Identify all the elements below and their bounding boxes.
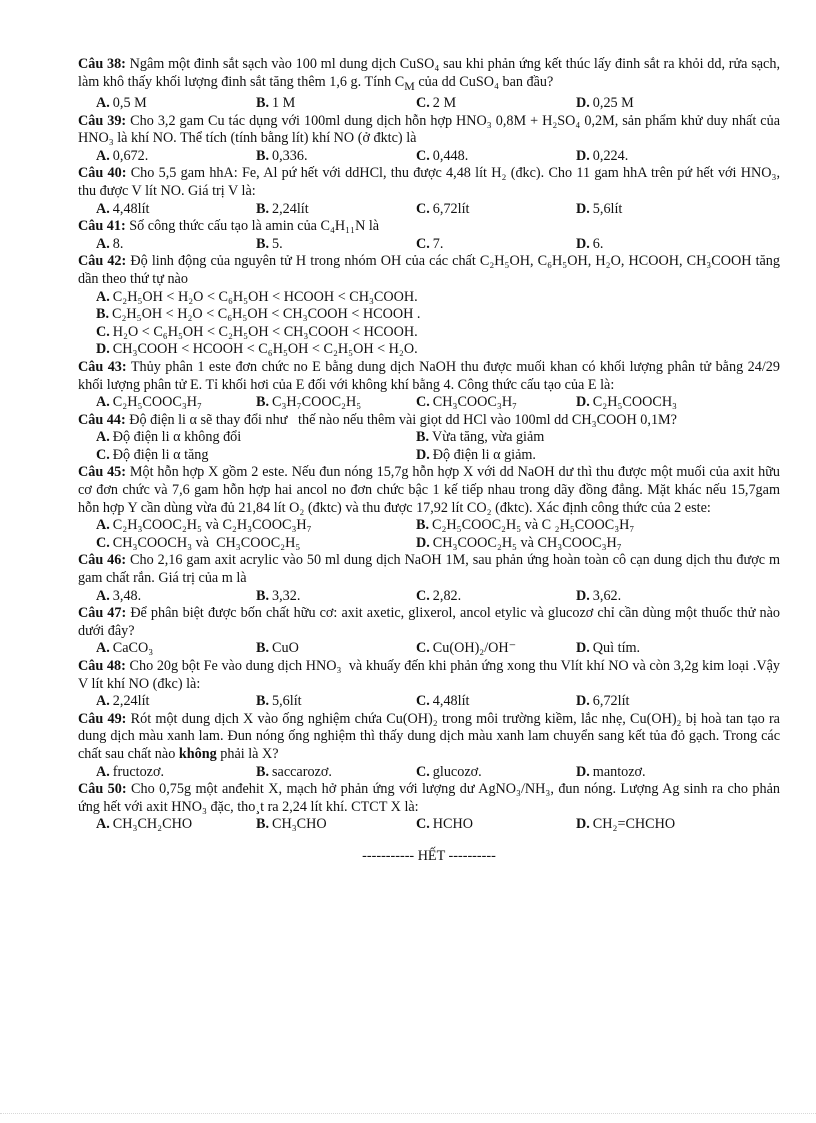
option-text: CH₃CH₂CHO — [112, 816, 193, 833]
answer-option-b — [416, 429, 756, 447]
answer-option-a — [96, 289, 780, 307]
end-marker: ----------- HẾT ---------- — [362, 847, 496, 864]
option-letter: A. — [96, 640, 110, 657]
option-text: fructozơ. — [112, 763, 165, 780]
option-letter: C. — [416, 693, 430, 710]
option-text: 5,6lít — [592, 200, 623, 217]
answer-option-c — [416, 588, 576, 606]
option-letter: D. — [576, 235, 590, 252]
option-letter: C. — [416, 763, 430, 780]
answer-option-b — [256, 640, 416, 658]
option-letter: B. — [416, 429, 430, 446]
option-letter: B. — [256, 763, 270, 780]
option-text: 6,72lít — [432, 200, 470, 217]
option-letter: C. — [416, 95, 430, 112]
question-text — [78, 711, 780, 764]
answer-options — [78, 429, 780, 464]
answer-options — [78, 148, 780, 166]
answer-option-b — [256, 588, 416, 606]
option-text: 0,672. — [112, 147, 149, 164]
answer-option-d — [576, 148, 736, 166]
option-letter: B. — [256, 587, 270, 604]
answer-options — [78, 289, 780, 359]
question-body: Cho 3,2 gam Cu tác dụng với 100ml dung dịch hỗn hợp HNO₃ 0,8M + H₂SO₄ 0,2M, sản phẩm khử duy nhất của HNO₃ là khí NO. Thể tích (tính bằng lít) khí NO (ở đktc) là — [78, 112, 780, 147]
question-49 — [78, 711, 780, 781]
question-body: Cho 5,5 gam hhA: Fe, Al pứ hết với ddHCl, thu được 4,48 lít H₂ (đkc). Cho 11 gam hhA trên pứ hết với HNO₃, thu được V lít NO. Giá trị V là: — [78, 165, 780, 199]
question-46 — [78, 552, 780, 605]
answer-option-c — [416, 764, 576, 782]
answer-option-b — [96, 306, 780, 324]
answer-option-b — [256, 764, 416, 782]
option-text: 0,5 M — [112, 95, 147, 112]
option-letter: D. — [576, 816, 590, 833]
option-text: C₂H₅OH < H₂O < C₆H₅OH < CH₃COOH < HCOOH . — [112, 306, 421, 323]
option-letter: D. — [576, 200, 590, 217]
question-text — [78, 412, 780, 430]
option-text: CH₃COOC₃H₇ — [432, 394, 518, 411]
option-letter: C. — [416, 235, 430, 252]
answer-option-b — [416, 517, 756, 535]
answer-option-c — [416, 816, 576, 834]
option-letter: C. — [416, 200, 430, 217]
option-text: 2,24lít — [112, 693, 150, 710]
answer-option-c — [416, 95, 576, 113]
question-number: Câu 44: — [78, 411, 126, 428]
option-text: glucozơ. — [432, 763, 482, 780]
option-text: saccarozơ. — [272, 763, 332, 780]
question-text — [78, 56, 780, 95]
answer-option-a — [96, 394, 256, 412]
option-text: 2,24lít — [272, 200, 309, 217]
question-body: Độ điện li α sẽ thay đổi như thế nào nếu thêm vài giọt dd HCl vào 100ml dd CH₃COOH 0,1M? — [125, 411, 677, 428]
option-text: C₂H₅OH < H₂O < C₆H₅OH < HCOOH < CH₃COOH. — [112, 288, 418, 305]
question-41 — [78, 218, 780, 253]
answer-option-c — [416, 236, 576, 254]
option-text: H₂O < C₆H₅OH < C₂H₅OH < CH₃COOH < HCOOH. — [112, 323, 418, 340]
option-letter: D. — [416, 534, 430, 551]
option-text: 4,48lít — [432, 693, 470, 710]
option-text: 1 M — [272, 95, 296, 112]
option-letter: B. — [416, 517, 430, 534]
answer-option-a — [96, 816, 256, 834]
answer-option-c — [416, 640, 576, 658]
question-text — [78, 464, 780, 517]
option-letter: D. — [576, 95, 590, 112]
question-text — [78, 605, 780, 640]
question-38 — [78, 56, 780, 113]
question-number: Câu 46: — [78, 552, 127, 569]
option-text: C₂H₅COOC₃H₇ — [112, 394, 202, 411]
question-50 — [78, 781, 780, 834]
answer-option-d — [576, 201, 736, 219]
option-letter: B. — [256, 394, 270, 411]
option-letter: D. — [576, 587, 590, 604]
question-body: Một hỗn hợp X gồm 2 este. Nếu đun nóng 15,7g hỗn hợp X với dd NaOH dư thì thu được một muối của axit hữu cơ đơn chức và 7,6 gam hỗn hợp hai ancol no đơn chức bậc 1 kế tiếp nhau trong dãy đồng đẳng. Mặt khác nếu 15,7gam hỗn hợp Y cần dùng vừa đủ 21,84 lít O₂ (đktc) và thu được 17,92 lít CO₂ (đktc). Xác định công thức của 2 este: — [78, 464, 780, 516]
option-letter: D. — [96, 341, 110, 358]
question-number: Câu 40: — [78, 165, 127, 182]
option-letter: A. — [96, 517, 110, 534]
option-text: Vừa tăng, vừa giảm — [432, 429, 545, 446]
option-text: C₃H₇COOC₂H₅ — [272, 394, 362, 411]
option-text: 2,82. — [432, 587, 462, 604]
option-text: CH₃COOCH₃ và CH₃COOC₂H₅ — [112, 534, 301, 551]
question-number: Câu 38: — [78, 56, 126, 72]
answer-option-b — [256, 201, 416, 219]
option-text: CH₃CHO — [272, 816, 327, 833]
option-letter: C. — [416, 816, 430, 833]
option-letter: B. — [256, 640, 270, 657]
question-text — [78, 781, 780, 816]
answer-option-a — [96, 95, 256, 113]
question-number: Câu 47: — [78, 605, 127, 622]
option-letter: D. — [416, 446, 430, 463]
answer-options — [78, 236, 780, 254]
question-body: Để phân biệt được bốn chất hữu cơ: axit axetic, glixerol, ancol etylic và glucozơ chỉ cần dùng một thuốc thử nào dưới đây? — [78, 605, 780, 639]
option-letter: D. — [576, 640, 590, 657]
question-text — [78, 253, 780, 288]
question-body: Ngâm một đinh sắt sạch vào 100 ml dung dịch CuSO₄ sau khi phản ứng kết thúc lấy đinh sắt ra khỏi dd, rửa sạch, làm khô thấy khối lượng đinh sắt tăng thêm 1,6 g. Tính $C_M$ của dd CuSO₄ ban đầu? — [78, 56, 780, 93]
option-letter: C. — [416, 147, 430, 164]
question-body: Số công thức cấu tạo là amin của C₄H₁₁N là — [125, 218, 380, 235]
answer-option-a — [96, 201, 256, 219]
option-text: 6,72lít — [592, 693, 630, 710]
answer-option-d — [416, 535, 756, 553]
option-letter: B. — [96, 306, 110, 323]
answer-options — [78, 816, 780, 834]
option-letter: C. — [416, 640, 430, 657]
answer-options — [78, 394, 780, 412]
answer-option-d — [576, 394, 736, 412]
option-text: 0,25 M — [592, 95, 634, 112]
question-39 — [78, 113, 780, 166]
question-text — [78, 552, 780, 587]
option-letter: A. — [96, 147, 110, 164]
answer-option-b — [256, 394, 416, 412]
option-letter: C. — [416, 394, 430, 411]
answer-options — [78, 640, 780, 658]
answer-option-a — [96, 693, 256, 711]
option-text: 0,336. — [272, 147, 308, 164]
question-body: Độ linh động của nguyên tử H trong nhóm OH của các chất C₂H₅OH, C₆H₅OH, H₂O, HCOOH, CH₃COOH tăng dần theo thứ tự nào — [78, 253, 780, 287]
option-letter: A. — [96, 587, 110, 604]
option-letter: C. — [96, 446, 110, 463]
option-text: 6. — [592, 235, 604, 252]
question-body: Cho 0,75g một anđehit X, mạch hở phản ứng với lượng dư AgNO₃/NH₃, đun nóng. Lượng Ag sinh ra cho phản ứng hết với axit HNO₃ đặc, tho¸t ra 2,24 lít khí. CTCT X là: — [78, 781, 780, 815]
option-letter: D. — [576, 693, 590, 710]
option-letter: A. — [96, 816, 110, 833]
option-text: C₂H₅COOC₂H₅ và C ₂H₅COOC₃H₇ — [432, 517, 635, 534]
option-text: Cu(OH)₂/OH⁻ — [432, 640, 517, 657]
question-40 — [78, 165, 780, 218]
answer-option-a — [96, 517, 416, 535]
answer-option-d — [576, 588, 736, 606]
answer-option-a — [96, 588, 256, 606]
option-text: CuO — [272, 640, 299, 657]
answer-option-a — [96, 236, 256, 254]
answer-option-c — [96, 535, 416, 553]
question-text — [78, 359, 780, 394]
option-text: C₂H₅COOCH₃ — [592, 394, 678, 411]
answer-option-d — [576, 95, 736, 113]
option-letter: A. — [96, 288, 110, 305]
answer-options — [78, 95, 780, 113]
option-letter: A. — [96, 95, 110, 112]
question-number: Câu 42: — [78, 253, 127, 270]
answer-option-b — [256, 95, 416, 113]
option-text: Độ điện li α giảm. — [432, 446, 536, 463]
question-text — [78, 165, 780, 200]
answer-option-d — [576, 764, 736, 782]
question-body: Rót một dung dịch X vào ống nghiệm chứa Cu(OH)₂ trong môi trường kiềm, lắc nhẹ, Cu(OH)₂ bị hoà tan tạo ra dung dịch màu xanh lam. Đun nóng ống nghiệm thì thấy dung dịch màu xanh lam chuyển sang kết tủa đỏ gạch. Trong các chất sau chất nào không phải là X? — [78, 710, 780, 762]
question-43 — [78, 359, 780, 412]
answer-option-a — [96, 640, 256, 658]
option-text: mantozơ. — [592, 763, 646, 780]
question-list — [78, 56, 780, 834]
answer-option-b — [256, 148, 416, 166]
option-text: 0,224. — [592, 147, 629, 164]
answer-option-a — [96, 148, 256, 166]
answer-option-d — [576, 693, 736, 711]
option-text: C₂H₃COOC₂H₅ và C₂H₃COOC₃H₇ — [112, 517, 312, 534]
option-text: HCHO — [432, 816, 473, 833]
option-text: CaCO₃ — [112, 640, 154, 657]
answer-option-c — [96, 324, 780, 342]
answer-option-d — [416, 447, 756, 465]
answer-option-a — [96, 764, 256, 782]
option-letter: C. — [96, 323, 110, 340]
answer-option-d — [96, 341, 780, 359]
option-letter: A. — [96, 394, 110, 411]
option-letter: A. — [96, 763, 110, 780]
option-letter: B. — [256, 200, 270, 217]
answer-option-b — [256, 693, 416, 711]
option-text: 3,32. — [272, 587, 301, 604]
option-letter: D. — [576, 763, 590, 780]
option-letter: A. — [96, 429, 110, 446]
option-text: 7. — [432, 235, 444, 252]
question-text — [78, 218, 780, 236]
question-47 — [78, 605, 780, 658]
option-letter: B. — [256, 816, 270, 833]
answer-options — [78, 693, 780, 711]
question-44 — [78, 412, 780, 465]
option-letter: C. — [416, 587, 430, 604]
option-text: CH₂=CHCHO — [592, 816, 676, 833]
answer-option-d — [576, 816, 736, 834]
option-text: Quì tím. — [592, 640, 641, 657]
option-text: 3,48. — [112, 587, 142, 604]
exam-page — [78, 56, 780, 866]
answer-option-b — [256, 236, 416, 254]
question-number: Câu 49: — [78, 710, 127, 727]
option-letter: A. — [96, 200, 110, 217]
answer-options — [78, 201, 780, 219]
answer-option-c — [416, 148, 576, 166]
option-text: CH₃COOC₂H₅ và CH₃COOC₃H₇ — [432, 534, 622, 551]
option-letter: B. — [256, 235, 270, 252]
answer-options — [78, 588, 780, 606]
question-48 — [78, 658, 780, 711]
answer-options — [78, 764, 780, 782]
option-text: 5,6lít — [272, 693, 302, 710]
question-45 — [78, 464, 780, 552]
option-letter: D. — [576, 147, 590, 164]
question-text — [78, 113, 780, 148]
answer-option-d — [576, 236, 736, 254]
question-number: Câu 50: — [78, 781, 127, 798]
option-letter: B. — [256, 95, 270, 112]
answer-options — [78, 517, 780, 552]
question-number: Câu 48: — [78, 658, 126, 675]
answer-option-c — [416, 201, 576, 219]
option-text: 4,48lít — [112, 200, 150, 217]
question-number: Câu 43: — [78, 358, 127, 375]
question-body: Thủy phân 1 este đơn chức no E bằng dung dịch NaOH thu được muối khan có khối lượng phân tử bằng 24/29 khối lượng phân tử E. Tỉ khối hơi của E đối với không khí bằng 4. Công thức cấu tạo của E là: — [78, 358, 780, 393]
question-body: Cho 20g bột Fe vào dung dịch HNO₃ và khuấy đến khi phản ứng xong thu Vlít khí NO và còn 3,2g kim loại .Vậy V lít khí NO (đkc) là: — [78, 658, 780, 692]
option-text: 2 M — [432, 95, 457, 112]
answer-option-c — [416, 394, 576, 412]
question-text — [78, 658, 780, 693]
question-body: Cho 2,16 gam axit acrylic vào 50 ml dung dịch NaOH 1M, sau phản ứng hoàn toàn cô cạn dung dịch thu được m gam chất rắn. Giá trị của m là — [78, 552, 780, 587]
option-text: 3,62. — [592, 587, 622, 604]
option-letter: D. — [576, 394, 590, 411]
option-letter: C. — [96, 534, 110, 551]
option-text: 5. — [272, 235, 283, 252]
answer-option-c — [96, 447, 416, 465]
page-bottom-divider — [0, 1113, 816, 1114]
option-text: Độ điện li α tăng — [112, 446, 209, 463]
question-number: Câu 39: — [78, 112, 127, 129]
question-42 — [78, 253, 780, 359]
option-letter: A. — [96, 235, 110, 252]
answer-option-c — [416, 693, 576, 711]
option-text: 8. — [112, 235, 124, 252]
option-letter: B. — [256, 693, 270, 710]
option-letter: A. — [96, 693, 110, 710]
option-text: Độ điện li α không đổi — [112, 429, 242, 446]
question-number: Câu 41: — [78, 218, 126, 235]
answer-option-d — [576, 640, 736, 658]
answer-option-b — [256, 816, 416, 834]
answer-option-a — [96, 429, 416, 447]
option-text: CH₃COOH < HCOOH < C₆H₅OH < C₂H₅OH < H₂O. — [112, 341, 418, 358]
option-letter: B. — [256, 147, 270, 164]
option-text: 0,448. — [432, 147, 469, 164]
question-number: Câu 45: — [78, 464, 127, 481]
